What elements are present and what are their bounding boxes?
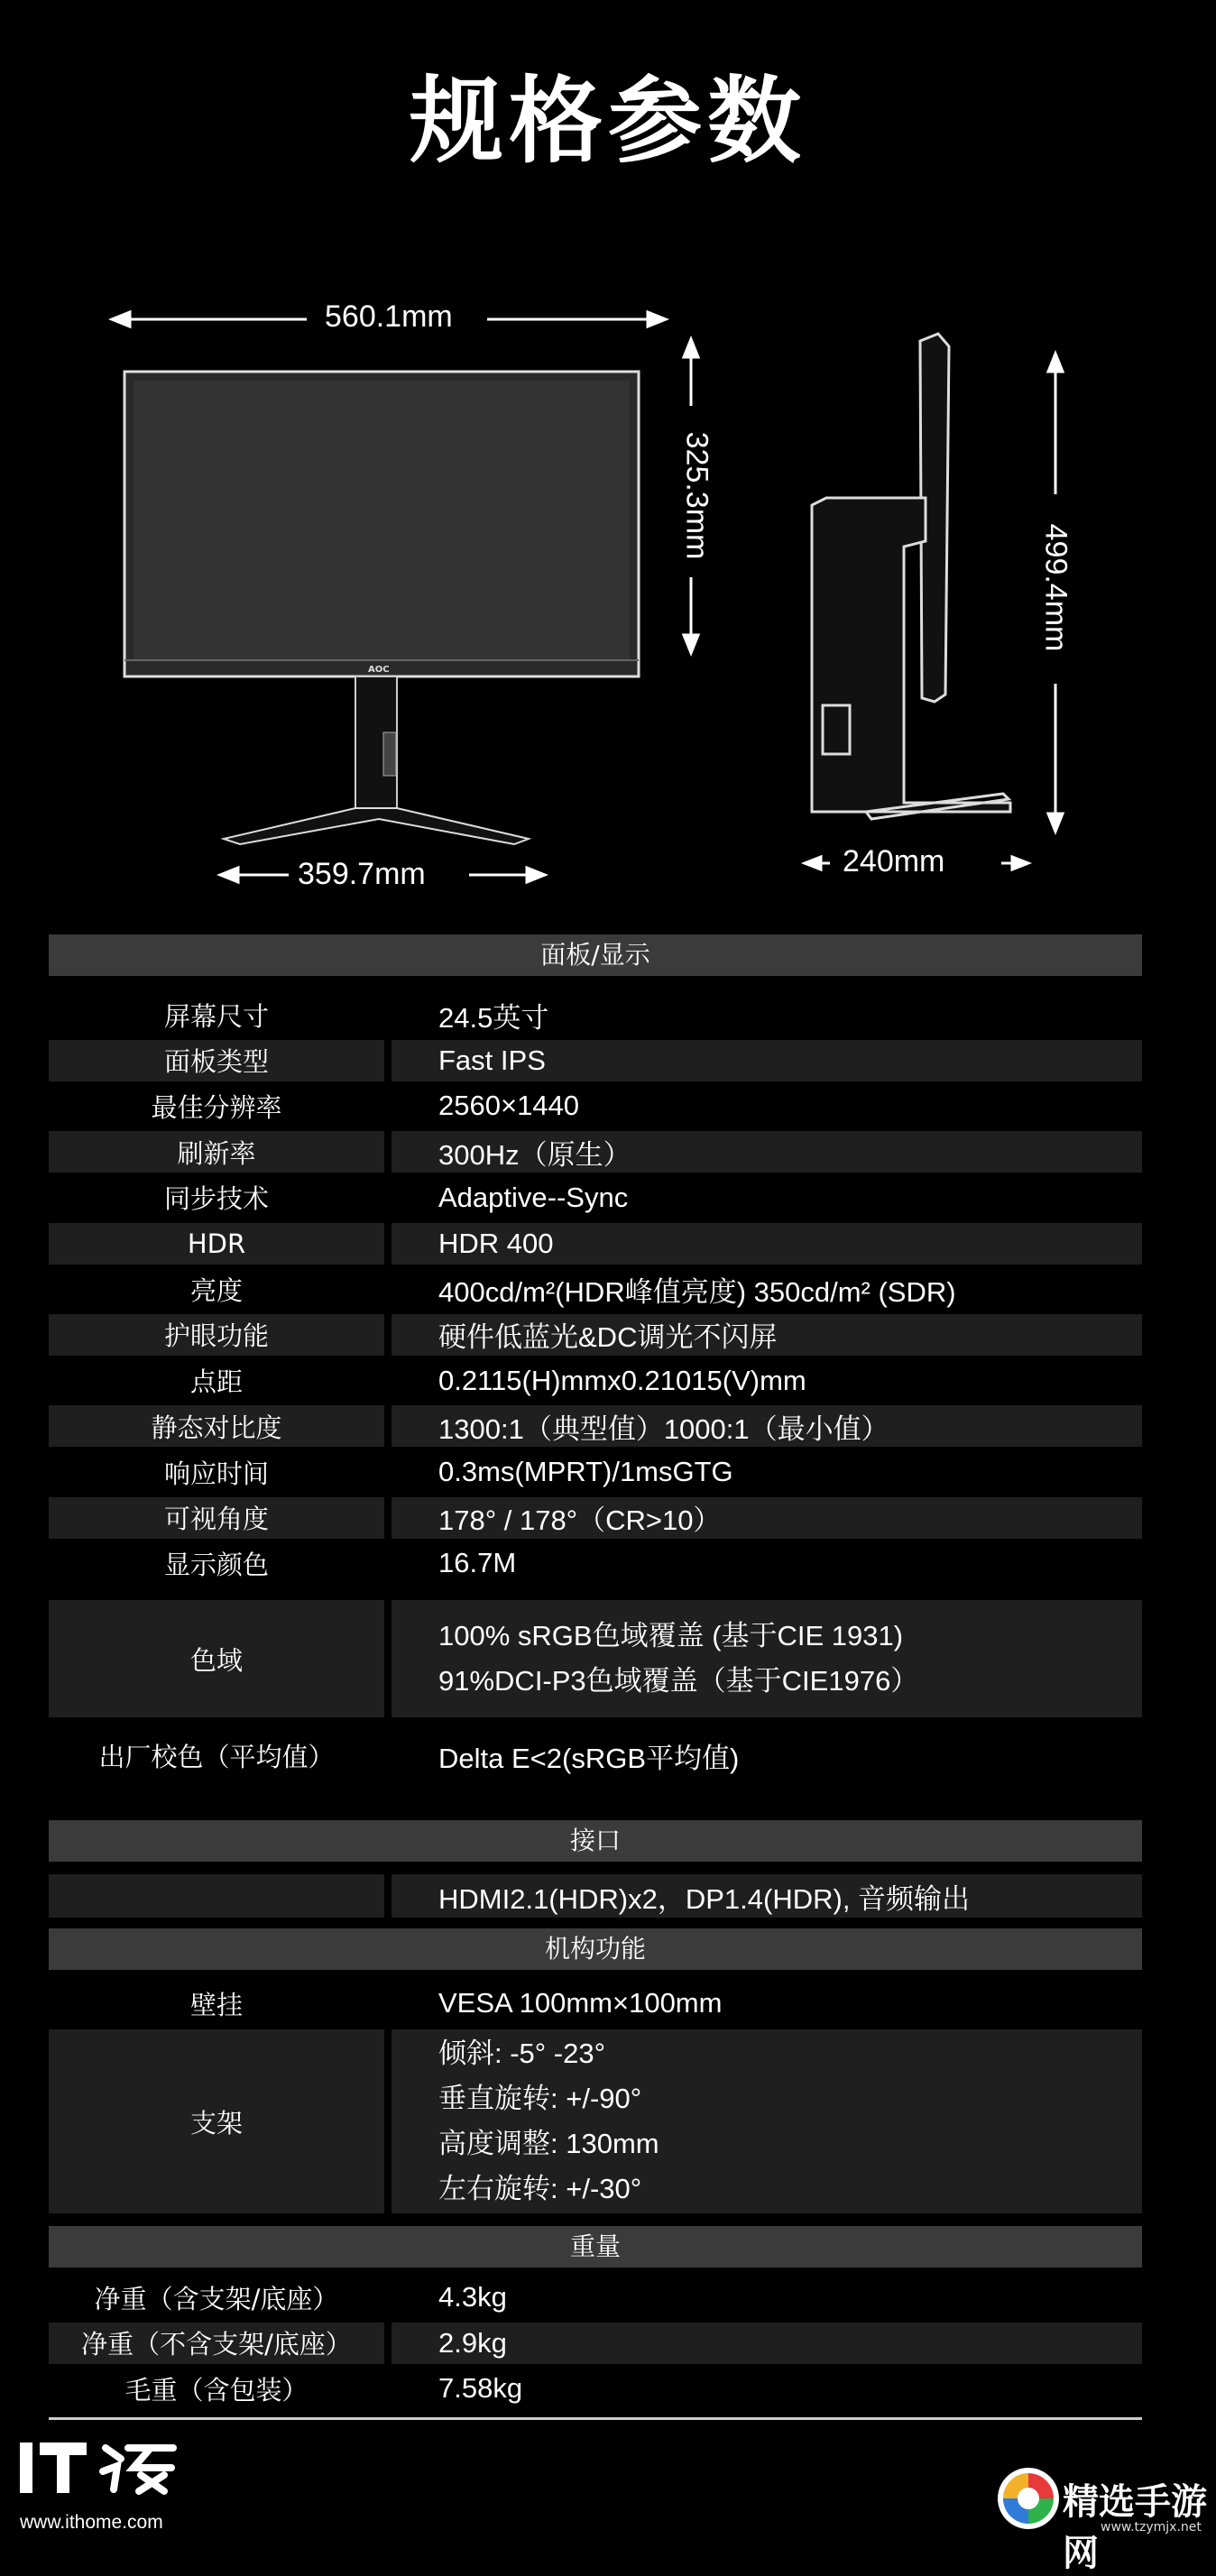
weight-label: 净重（不含支架/底座） — [49, 2323, 384, 2364]
stand-row — [49, 2029, 1142, 2213]
front-height-label: 325.3mm — [679, 431, 714, 560]
spec-row — [49, 1040, 1142, 1081]
spec-label: 响应时间 — [163, 1458, 269, 1489]
gamut-label: 色域 — [49, 1600, 384, 1717]
total-height-label: 499.4mm — [1038, 523, 1073, 652]
stand-tilt: 倾斜: -5° -23° — [438, 2038, 606, 2069]
wall-mount-row — [49, 1981, 1142, 2026]
spec-value: 16.7M — [438, 1547, 517, 1579]
section-header-weight: 重量 — [49, 2226, 1142, 2268]
spec-value: 2560×1440 — [438, 1090, 580, 1122]
spec-row — [49, 1223, 1142, 1265]
side-monitor-view — [812, 334, 1010, 819]
spec-value: HDR 400 — [392, 1223, 1142, 1265]
bottom-divider — [49, 2417, 1142, 2420]
spec-row — [49, 994, 1142, 1035]
stand-pivot: 垂直旋转: +/-90° — [438, 2083, 642, 2114]
spec-value: 0.2115(H)mmx0.21015(V)mm — [438, 1364, 806, 1396]
weight-row — [49, 2368, 1142, 2409]
site-url: www.ithome.com — [20, 2512, 163, 2533]
calibration-value: Delta E<2(sRGB平均值) — [438, 1742, 740, 1774]
page-title: 规格参数 — [409, 66, 806, 176]
spec-label: 屏幕尺寸 — [163, 1000, 269, 1032]
ports-value: HDMI2.1(HDR)x2，DP1.4(HDR), 音频输出 — [392, 1874, 1142, 1918]
gamut-dcip3: 91%DCI-P3色域覆盖（基于CIE1976） — [438, 1665, 919, 1697]
spec-value: Fast IPS — [392, 1040, 1142, 1081]
stand-values — [392, 2029, 1142, 2213]
front-monitor-view — [124, 372, 639, 844]
gamut-values — [392, 1600, 1142, 1717]
watermark-logo-icon — [992, 2462, 1064, 2535]
spec-label: 刷新率 — [49, 1131, 384, 1173]
weight-value: 4.3kg — [438, 2281, 507, 2313]
weight-label: 净重（含支架/底座） — [94, 2283, 339, 2314]
spec-row — [49, 1131, 1142, 1173]
spec-row — [49, 1451, 1142, 1493]
spec-value: 24.5英寸 — [438, 1001, 549, 1034]
spec-row — [49, 1405, 1142, 1447]
weight-value: 7.58kg — [438, 2372, 523, 2404]
ithome-logo — [20, 2435, 191, 2498]
front-width-label: 560.1mm — [325, 299, 453, 334]
watermark-text: 精选手游网 — [1063, 2481, 1207, 2574]
spec-value: 300Hz（原生） — [392, 1131, 1142, 1173]
monitor-dimension-diagram — [0, 0, 1216, 902]
section-header-ports: 接口 — [49, 1820, 1142, 1862]
spec-value: 1300:1（典型值）1000:1（最小值） — [392, 1405, 1142, 1447]
spec-label: 同步技术 — [163, 1183, 269, 1215]
spec-label: 可视角度 — [49, 1497, 384, 1539]
weight-row — [49, 2277, 1142, 2318]
ports-label — [49, 1874, 384, 1918]
spec-row — [49, 1497, 1142, 1539]
spec-row — [49, 1360, 1142, 1402]
brand-mark: AOC — [368, 665, 390, 675]
spec-value: Adaptive--Sync — [438, 1181, 629, 1213]
depth-label: 240mm — [843, 844, 945, 879]
spec-value: 400cd/m²(HDR峰值亮度) 350cd/m² (SDR) — [438, 1275, 956, 1308]
stand-height: 高度调整: 130mm — [438, 2128, 659, 2159]
weight-value: 2.9kg — [392, 2323, 1142, 2364]
section-header-panel: 面板/显示 — [49, 934, 1142, 976]
ports-row — [49, 1874, 1142, 1918]
spec-row — [49, 1085, 1142, 1127]
spec-label: HDR — [49, 1223, 384, 1265]
section-header-mechanical: 机构功能 — [49, 1928, 1142, 1970]
wall-mount-value: VESA 100mm×100mm — [438, 1987, 723, 2019]
spec-label: 点距 — [189, 1366, 243, 1398]
spec-label: 面板类型 — [49, 1040, 384, 1081]
stand-label: 支架 — [49, 2029, 384, 2213]
calibration-row — [49, 1730, 1142, 1780]
wall-mount-label: 壁挂 — [189, 1989, 243, 2020]
spec-value: 178° / 178°（CR>10） — [392, 1497, 1142, 1539]
gamut-row — [49, 1600, 1142, 1717]
spec-row — [49, 1268, 1142, 1310]
spec-row — [49, 1314, 1142, 1356]
spec-row — [49, 1177, 1142, 1219]
stand-swivel: 左右旋转: +/-30° — [438, 2173, 642, 2204]
spec-value: 0.3ms(MPRT)/1msGTG — [438, 1456, 733, 1487]
spec-value: 硬件低蓝光&DC调光不闪屏 — [392, 1314, 1142, 1356]
watermark-url: www.tzymjx.net — [1101, 2520, 1202, 2535]
spec-label: 最佳分辨率 — [151, 1091, 282, 1123]
spec-row — [49, 1542, 1142, 1584]
weight-row — [49, 2323, 1142, 2364]
weight-label: 毛重（含包装） — [124, 2374, 309, 2406]
spec-label: 护眼功能 — [49, 1314, 384, 1356]
spec-label: 静态对比度 — [49, 1405, 384, 1447]
gamut-srgb: 100% sRGB色域覆盖 (基于CIE 1931) — [438, 1620, 904, 1651]
base-width-label: 359.7mm — [298, 857, 426, 891]
spec-label: 显示颜色 — [163, 1549, 269, 1580]
calibration-label: 出厂校色（平均值） — [98, 1741, 335, 1772]
spec-label: 亮度 — [189, 1274, 243, 1306]
